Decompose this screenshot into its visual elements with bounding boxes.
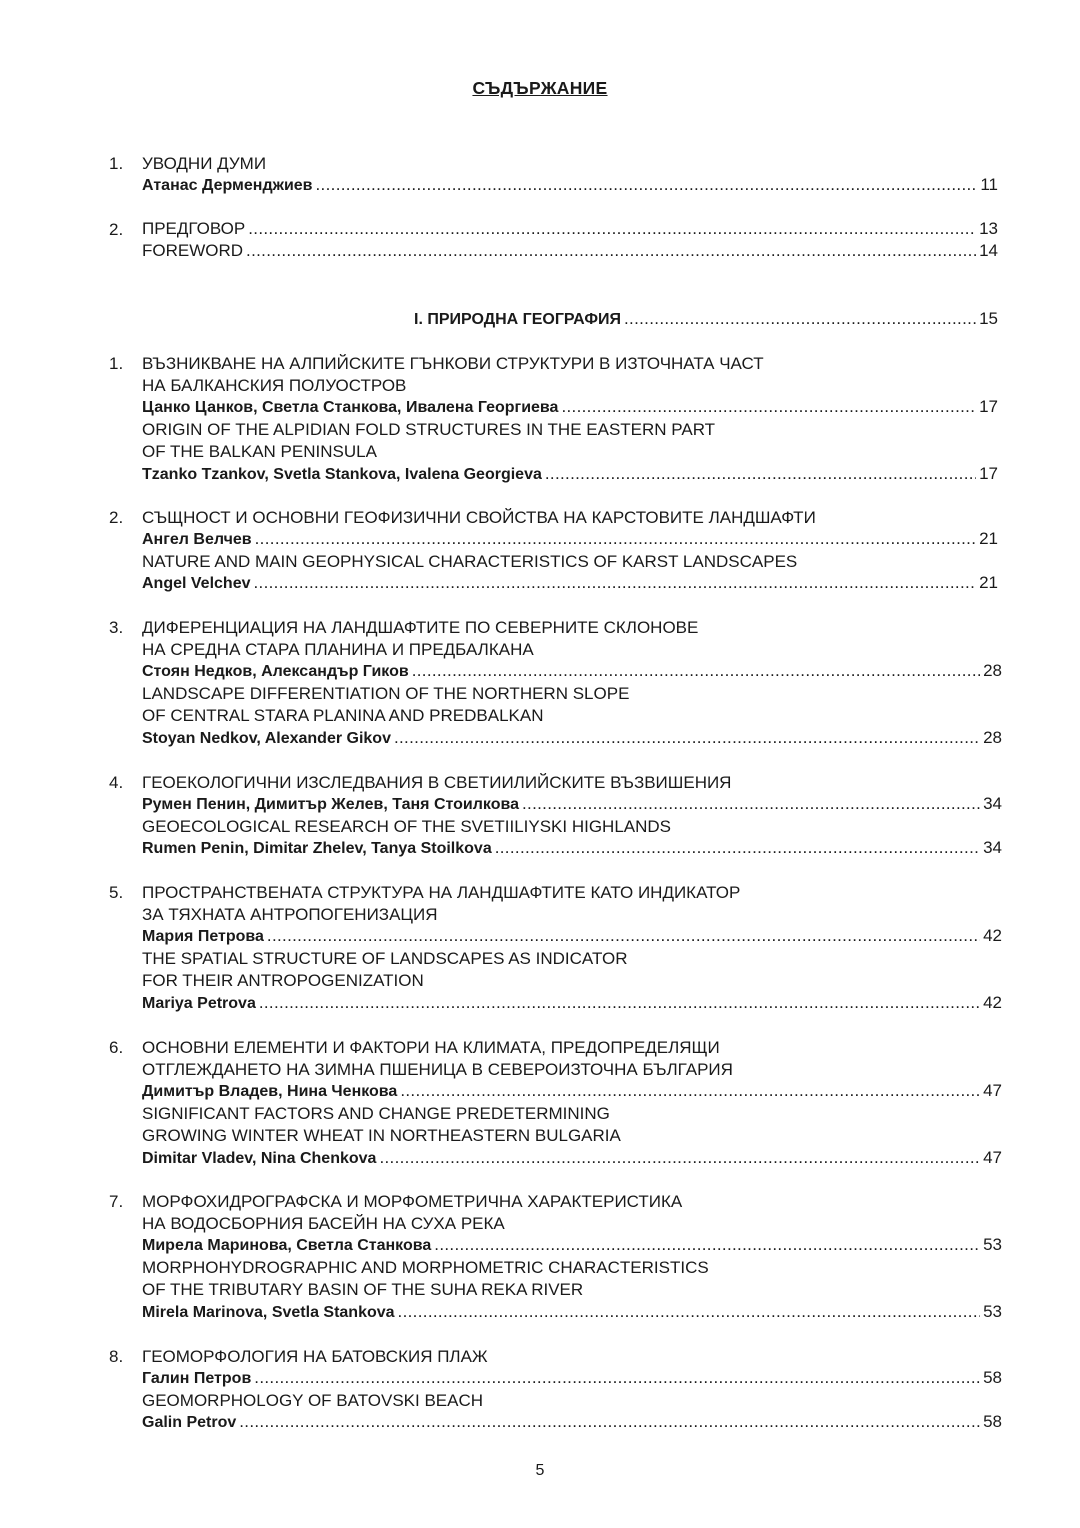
toc-entry-author-en[interactable]	[142, 993, 1002, 1013]
entry-title: ПРЕДГОВОР	[142, 219, 246, 238]
entry-number: 5.	[109, 883, 124, 902]
entry-number: 3.	[109, 618, 124, 637]
entry-number: 2.	[109, 220, 124, 239]
author-name: Rumen Penin, Dimitar Zhelev, Tanya Stoilkova	[142, 840, 492, 858]
toc-entry-author-bg[interactable]	[142, 794, 1002, 814]
entry-number: 8.	[109, 1347, 124, 1366]
page-ref: 42	[983, 992, 1002, 1012]
toc-entry-author-bg[interactable]	[142, 529, 998, 549]
dot-leader	[248, 219, 976, 239]
page-ref: 13	[979, 219, 998, 238]
entry-title-en: GROWING WINTER WHEAT IN NORTHEASTERN BULGARIA	[142, 1126, 621, 1146]
entry-number: 4.	[109, 773, 124, 792]
author-name: Dimitar Vladev, Nina Chenkova	[142, 1149, 377, 1167]
page-ref: 28	[983, 661, 1002, 681]
entry-number: 6.	[109, 1038, 124, 1057]
page-number: 5	[535, 1462, 545, 1479]
toc-entry-author-en[interactable]	[142, 1302, 1002, 1322]
entry-title-en: GEOMORPHOLOGY OF BATOVSKI BEACH	[142, 1391, 484, 1411]
author-name: Галин Петров	[142, 1370, 252, 1388]
author-name: Mariya Petrova	[142, 994, 256, 1012]
entry-title-bg: ГЕОЕКОЛОГИЧНИ ИЗСЛЕДВАНИЯ В СВЕТИИЛИЙСКИТЕ ВЪЗВИШЕНИЯ	[142, 773, 732, 792]
dot-leader	[254, 1368, 980, 1388]
page-ref: 21	[979, 573, 998, 593]
toc-entry-author-en[interactable]	[142, 464, 998, 484]
toc-entry-author-en[interactable]	[142, 728, 1002, 748]
page-ref: 53	[983, 1301, 1002, 1321]
entry-title-bg: НА СРЕДНА СТАРА ПЛАНИНА И ПРЕДБАЛКАНА	[142, 640, 534, 660]
entry-title-bg: ОСНОВНИ ЕЛЕМЕНТИ И ФАКТОРИ НА КЛИМАТА, ПРЕДОПРЕДЕЛЯЩИ	[142, 1038, 720, 1057]
author-name: Mirela Marinova, Svetla Stankova	[142, 1303, 395, 1321]
page-ref: 17	[979, 463, 998, 483]
entry-title-bg: ДИФЕРЕНЦИАЦИЯ НА ЛАНДШАФТИТЕ ПО СЕВЕРНИТЕ СКЛОНОВЕ	[142, 618, 699, 637]
author-name: Димитър Владев, Нина Ченкова	[142, 1083, 398, 1101]
toc-entry-preface[interactable]	[142, 219, 998, 239]
page-ref: 28	[983, 727, 1002, 747]
toc-entry-author[interactable]	[142, 175, 998, 195]
entry-title: УВОДНИ ДУМИ	[142, 154, 267, 173]
entry-title-en: MORPHOHYDROGRAPHIC AND MORPHOMETRIC CHARACTERISTICS	[142, 1258, 709, 1278]
author-name: Атанас Дерменджиев	[142, 177, 313, 194]
entry-number: 1.	[109, 354, 124, 373]
entry-title-bg: ГЕОМОРФОЛОГИЯ НА БАТОВСКИЯ ПЛАЖ	[142, 1347, 488, 1366]
entry-title-bg: ЗА ТЯХНАТА АНТРОПОГЕНИЗАЦИЯ	[142, 905, 438, 925]
page-ref: 15	[979, 309, 998, 328]
entry-title-bg: ВЪЗНИКВАНЕ НА АЛПИЙСКИТЕ ГЪНКОВИ СТРУКТУРИ В ИЗТОЧНАТА ЧАСТ	[142, 354, 764, 373]
entry-title-en: GEOECOLOGICAL RESEARCH OF THE SVETIILIYSKI HIGHLANDS	[142, 817, 672, 837]
entry-number: 2.	[109, 508, 124, 527]
page-ref: 42	[983, 926, 1002, 946]
entry-title: FOREWORD	[142, 241, 244, 260]
entry-title-en: OF CENTRAL STARA PLANINA AND PREDBALKAN	[142, 706, 544, 726]
dot-leader	[624, 309, 976, 329]
toc-entry-author-bg[interactable]	[142, 661, 1002, 681]
entry-title-bg: НА БАЛКАНСКИЯ ПОЛУОСТРОВ	[142, 376, 407, 396]
toc-entry-author-bg[interactable]	[142, 1235, 1002, 1255]
author-name: Tzanko Tzankov, Svetla Stankova, Ivalena Georgieva	[142, 465, 542, 483]
toc-entry-foreword[interactable]	[142, 241, 998, 261]
author-name: Angel Velchev	[142, 575, 251, 593]
entry-number: 7.	[109, 1192, 124, 1211]
page-ref: 14	[979, 241, 998, 260]
entry-title-bg: МОРФОХИДРОГРАФСКА И МОРФОМЕТРИЧНА ХАРАКТЕРИСТИКА	[142, 1192, 683, 1211]
dot-leader	[246, 241, 976, 261]
page-ref: 47	[983, 1081, 1002, 1101]
toc-entry-author-bg[interactable]	[142, 397, 998, 417]
entry-title-en: NATURE AND MAIN GEOPHYSICAL CHARACTERISTICS OF KARST LANDSCAPES	[142, 552, 798, 572]
section-heading[interactable]	[414, 309, 998, 329]
author-name: Стоян Недков, Александър Гиков	[142, 663, 409, 681]
dot-leader	[561, 397, 976, 417]
dot-leader	[495, 838, 980, 858]
author-name: Ангел Велчев	[142, 531, 252, 549]
entry-title-bg: СЪЩНОСТ И ОСНОВНИ ГЕОФИЗИЧНИ СВОЙСТВА НА КАРСТОВИТЕ ЛАНДШАФТИ	[142, 508, 816, 527]
entry-title-en: OF THE TRIBUTARY BASIN OF THE SUHA REKA RIVER	[142, 1280, 584, 1300]
entry-title-en: SIGNIFICANT FACTORS AND CHANGE PREDETERMINING	[142, 1104, 610, 1124]
entry-title-en: ORIGIN OF THE ALPIDIAN FOLD STRUCTURES IN THE EASTERN PART	[142, 420, 716, 440]
author-name: Цанко Цанков, Светла Станкова, Ивалена Георгиева	[142, 399, 559, 417]
toc-entry-author-en[interactable]	[142, 1148, 1002, 1168]
entry-title-en: THE SPATIAL STRUCTURE OF LANDSCAPES AS INDICATOR	[142, 949, 628, 969]
toc-entry-author-bg[interactable]	[142, 1368, 1002, 1388]
toc-entry-author-bg[interactable]	[142, 926, 1002, 946]
dot-leader	[545, 464, 976, 484]
dot-leader	[316, 175, 978, 195]
entry-title-en: OF THE BALKAN PENINSULA	[142, 442, 377, 462]
author-name: Румен Пенин, Димитър Желев, Таня Стоилкова	[142, 796, 519, 814]
page-ref: 53	[983, 1235, 1002, 1255]
section-title: I. ПРИРОДНА ГЕОГРАФИЯ	[414, 311, 621, 328]
entry-title-bg: ОТГЛЕЖДАНЕТО НА ЗИМНА ПШЕНИЦА В СЕВЕРОИЗТОЧНА БЪЛГАРИЯ	[142, 1060, 733, 1080]
dot-leader	[254, 573, 977, 593]
page-ref: 34	[983, 794, 1002, 814]
page-ref: 58	[983, 1368, 1002, 1388]
page-ref: 34	[983, 838, 1002, 858]
page-ref: 47	[983, 1147, 1002, 1167]
page-ref: 11	[980, 175, 998, 194]
author-name: Мария Петрова	[142, 928, 264, 946]
dot-leader	[259, 993, 980, 1013]
dot-leader	[267, 926, 980, 946]
dot-leader	[400, 1081, 980, 1101]
entry-number: 1.	[109, 154, 124, 173]
page-ref: 17	[979, 397, 998, 417]
dot-leader	[398, 1302, 981, 1322]
toc-entry-author-en[interactable]	[142, 838, 1002, 858]
entry-title-en: LANDSCAPE DIFFERENTIATION OF THE NORTHERN SLOPE	[142, 684, 630, 704]
author-name: Galin Petrov	[142, 1414, 237, 1432]
dot-leader	[522, 794, 980, 814]
toc-entry-author-bg[interactable]	[142, 1081, 1002, 1101]
toc-entry-author-en[interactable]	[142, 1412, 1002, 1432]
entry-title-bg: НА ВОДОСБОРНИЯ БАСЕЙН НА СУХА РЕКА	[142, 1214, 505, 1234]
toc-entry-author-en[interactable]	[142, 573, 998, 593]
dot-leader	[434, 1235, 980, 1255]
dot-leader	[412, 661, 980, 681]
author-name: Stoyan Nedkov, Alexander Gikov	[142, 729, 391, 747]
entry-title-en: FOR THEIR ANTROPOGENIZATION	[142, 971, 424, 991]
dot-leader	[394, 728, 980, 748]
dot-leader	[239, 1412, 980, 1432]
dot-leader	[379, 1148, 980, 1168]
author-name: Мирела Маринова, Светла Станкова	[142, 1237, 432, 1255]
page-title: СЪДЪРЖАНИЕ	[472, 78, 608, 98]
dot-leader	[255, 529, 976, 549]
page-ref: 21	[979, 529, 998, 549]
page-ref: 58	[983, 1412, 1002, 1432]
entry-title-bg: ПРОСТРАНСТВЕНАТА СТРУКТУРА НА ЛАНДШАФТИТЕ КАТО ИНДИКАТОР	[142, 883, 741, 902]
